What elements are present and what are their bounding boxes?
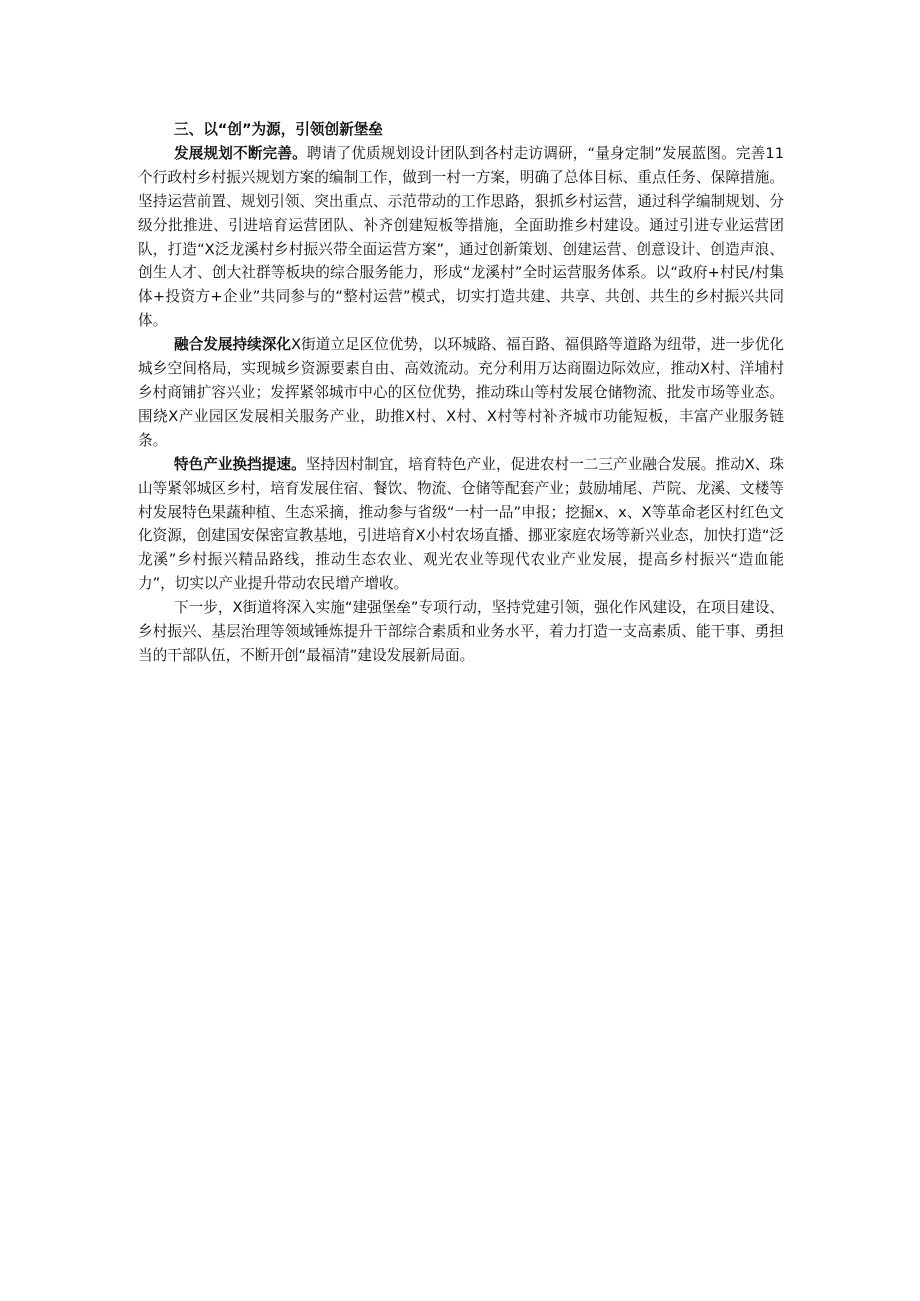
document-body (138, 118, 784, 668)
section-heading: 三、以“创”为源，引领创新堡垒 (174, 121, 383, 138)
paragraph-text: 下一步，X街道将深入实施“建强堡垒”专项行动，坚持党建引领，强化作风建设，在项目建设、乡村振兴、基层治理等领域锤炼提升干部综合素质和业务水平，着力打造一支高素质、能干事、勇担当的干部队伍，不断开创“最福清”建设发展新局面。 (138, 599, 784, 664)
paragraph-lead: 融合发展持续深化 (174, 336, 292, 354)
paragraph-industry (138, 453, 784, 596)
paragraph-planning (138, 142, 784, 333)
paragraph-text: X街道立足区位优势，以环城路、福百路、福俱路等道路为纽带，进一步优化城乡空间格局，实现城乡资源要素自由、高效流动。充分利用万达商圈边际效应，推动X村、洋埔村乡村商铺扩容兴业；发挥紧邻城市中心的区位优势，推动珠山等村发展仓储物流、批发市场等业态。围绕X产业园区发展相关服务产业，助推X村、X村、X村等村补齐城市功能短板，丰富产业服务链条。 (138, 336, 784, 449)
paragraph-integration (138, 333, 784, 453)
paragraph-lead: 发展规划不断完善。 (174, 144, 307, 162)
paragraph-text: 坚持因村制宜，培育特色产业，促进农村一二三产业融合发展。推动X、珠山等紧邻城区乡村，培育发展住宿、餐饮、物流、仓储等配套产业；鼓励埔尾、芦院、龙溪、文楼等村发展特色果蔬种植、生态采摘，推动参与省级“一村一品”申报；挖掘x、x、X等革命老区村红色文化资源，创建国安保密宣教基地，引进培育X小村农场直播、挪亚家庭农场等新兴业态，加快打造“泛龙溪”乡村振兴精品路线，推动生态农业、观光农业等现代农业产业发展，提高乡村振兴“造血能力”，切实以产业提升带动农民增产增收。 (138, 455, 784, 593)
paragraph-next-step (138, 596, 784, 668)
paragraph-text: 聘请了优质规划设计团队到各村走访调研，“量身定制”发展蓝图。完善11个行政村乡村振兴规划方案的编制工作，做到一村一方案，明确了总体目标、重点任务、保障措施。坚持运营前置、规划引领、突出重点、示范带动的工作思路，狠抓乡村运营，通过科学编制规划、分级分批推进、引进培育运营团队、补齐创建短板等措施，全面助推乡村建设。通过引进专业运营团队，打造“X泛龙溪村乡村振兴带全面运营方案”，通过创新策划、创建运营、创意设计、创造声浪、创生人才、创大社群等板块的综合服务能力，形成“龙溪村”全时运营服务体系。以“政府+村民/村集体+投资方+企业”共同参与的“整村运营”模式，切实打造共建、共享、共创、共生的乡村振兴共同体。 (138, 144, 784, 330)
paragraph-lead: 特色产业换挡提速。 (174, 455, 306, 473)
